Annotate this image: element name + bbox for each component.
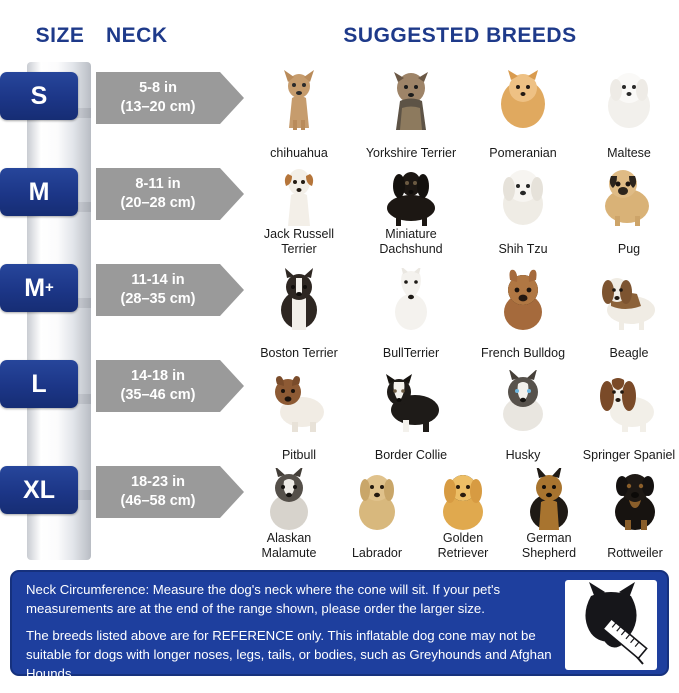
breed-cell [576, 262, 679, 360]
footer-text [26, 581, 562, 693]
breed-cell [358, 158, 464, 256]
jack-russell-terrier-photo [246, 164, 352, 226]
dog-head-measuring-tape-icon [565, 580, 657, 670]
column-header-neck: NECK [106, 24, 168, 47]
neck-cm: (28–35 cm) [120, 291, 196, 307]
breed-cell [358, 262, 464, 360]
size-badge-label: XL [23, 475, 55, 504]
breed-cell [506, 462, 592, 560]
breed-label: Labrador [351, 545, 403, 560]
breed-label: chihuahua [270, 145, 328, 160]
size-badge-label: M [24, 273, 46, 302]
neck-measure-arrow-m [96, 168, 244, 220]
arrow-text [96, 466, 220, 518]
breed-label: Beagle [609, 345, 649, 360]
table-header [0, 24, 679, 58]
neck-cm: (35–46 cm) [120, 387, 196, 403]
neck-inches: 14-18 in [131, 368, 185, 385]
breed-cell [592, 462, 678, 560]
french-bulldog-photo [470, 268, 576, 330]
footer-note-box [10, 570, 669, 681]
neck-inches: 8-11 in [135, 176, 181, 193]
border-collie-photo [358, 370, 464, 432]
breed-label: Maltese [607, 145, 651, 160]
breed-row-m-plus [246, 262, 670, 360]
breed-label: Jack Russell Terrier [263, 227, 335, 256]
breed-row-xl [246, 462, 670, 560]
breed-label: Boston Terrier [260, 345, 338, 360]
size-badge-label: L [31, 369, 47, 398]
arrow-head [220, 360, 244, 412]
footer-paragraph-2: The breeds listed above are for REFERENCE only. This inflatable dog cone may not be suitable for dogs with longer noses, legs, tails, or bodies, such as Greyhounds and Afghan Hounds. [26, 628, 552, 681]
labrador-photo [334, 468, 420, 530]
column-header-breeds: SUGGESTED BREEDS [343, 24, 577, 47]
breed-label: Pomeranian [489, 145, 557, 160]
breed-cell [420, 462, 506, 560]
shih-tzu-photo [470, 164, 576, 226]
neck-inches: 5-8 in [139, 80, 177, 97]
neck-inches: 11-14 in [131, 272, 185, 289]
breed-cell [246, 62, 352, 160]
breed-label: Springer Spaniel [582, 447, 676, 462]
neck-inches: 18-23 in [131, 474, 185, 491]
breed-cell [246, 364, 352, 462]
breed-cell [358, 364, 464, 462]
size-badge-s [0, 72, 78, 120]
breed-cell [470, 262, 576, 360]
beagle-photo [576, 268, 679, 330]
breed-cell [470, 158, 576, 256]
husky-photo [470, 370, 576, 432]
arrow-head [220, 264, 244, 316]
maltese-photo [576, 68, 679, 130]
boston-terrier-photo [246, 268, 352, 330]
breed-label: Border Collie [374, 447, 448, 462]
column-header-size: SIZE [35, 24, 85, 47]
golden-retriever-photo [420, 468, 506, 530]
neck-cm: (46–58 cm) [120, 493, 196, 509]
rottweiler-photo [592, 468, 678, 530]
neck-cm: (13–20 cm) [120, 99, 196, 115]
breed-label: Pitbull [281, 447, 317, 462]
breed-cell [576, 62, 679, 160]
size-badge-xl [0, 466, 78, 514]
neck-measure-arrow-m-plus [96, 264, 244, 316]
breed-cell [470, 364, 576, 462]
neck-cm: (20–28 cm) [120, 195, 196, 211]
breed-label: German Shepherd [521, 531, 577, 560]
arrow-text [96, 264, 220, 316]
german-shepherd-photo [506, 468, 592, 530]
neck-measure-arrow-xl [96, 466, 244, 518]
pug-photo [576, 164, 679, 226]
breed-cell [576, 364, 679, 462]
alaskan-malamute-photo [244, 468, 334, 530]
breed-cell [246, 262, 352, 360]
breed-label: Miniature Dachshund [379, 227, 443, 256]
breed-row-l [246, 364, 676, 462]
breed-row-m [246, 158, 670, 256]
breed-label: Rottweiler [607, 545, 663, 560]
arrow-text [96, 72, 220, 124]
neck-measure-arrow-l [96, 360, 244, 412]
size-badge-m [0, 168, 78, 216]
pomeranian-photo [470, 68, 576, 130]
breed-cell [246, 158, 352, 256]
breed-label: Husky [505, 447, 541, 462]
breed-label: Yorkshire Terrier [365, 145, 457, 160]
size-badge-l [0, 360, 78, 408]
springer-spaniel-photo [576, 370, 679, 432]
breed-label: Pug [617, 241, 641, 256]
breed-cell [334, 462, 420, 560]
breed-row-s [246, 62, 670, 160]
arrow-text [96, 360, 220, 412]
arrow-text [96, 168, 220, 220]
size-badge-label: M [28, 177, 50, 206]
breed-label: Alaskan Malamute [261, 531, 317, 560]
breed-cell [576, 158, 679, 256]
pitbull-photo [246, 370, 352, 432]
neck-measure-arrow-s [96, 72, 244, 124]
footer-paragraph-1: Neck Circumference: Measure the dog's neck where the cone will sit. If your pet's measurements are at the end of the range shown, please order the larger size. [26, 582, 501, 616]
yorkshire-terrier-photo [358, 68, 464, 130]
breed-label: Shih Tzu [498, 241, 548, 256]
arrow-head [220, 466, 244, 518]
size-badge-m-plus: M + [0, 264, 78, 312]
breed-label: Golden Retriever [437, 531, 489, 560]
breed-label: BullTerrier [382, 345, 440, 360]
bull-terrier-photo [358, 268, 464, 330]
breed-cell [470, 62, 576, 160]
size-badge-label: S [30, 81, 48, 110]
arrow-head [220, 72, 244, 124]
miniature-dachshund-photo [358, 164, 464, 226]
breed-cell [244, 462, 334, 560]
arrow-head [220, 168, 244, 220]
breed-label: French Bulldog [480, 345, 566, 360]
chihuahua-photo [246, 68, 352, 130]
breed-cell [358, 62, 464, 160]
